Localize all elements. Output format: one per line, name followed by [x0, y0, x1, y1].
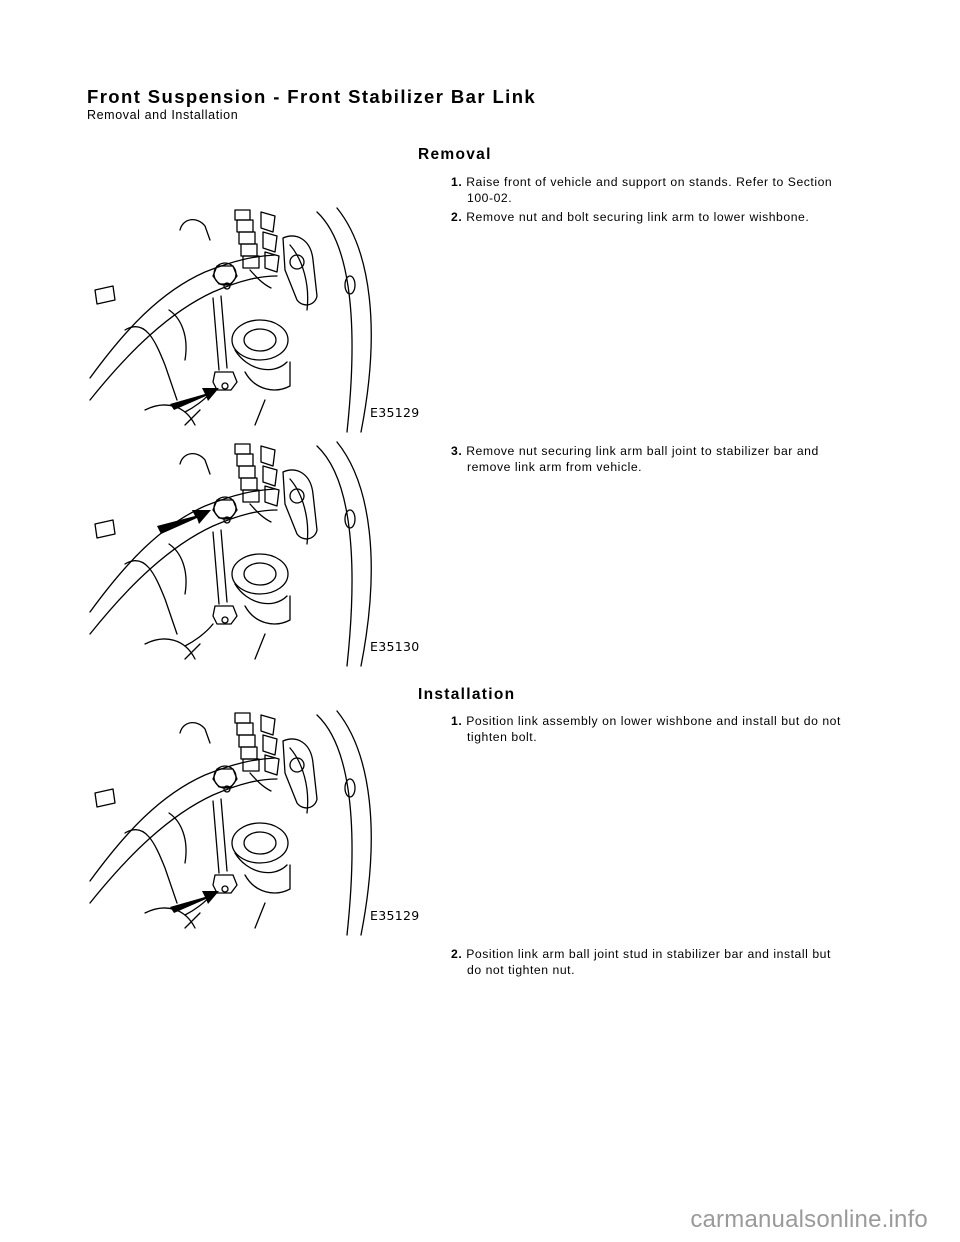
- step-number: 1.: [451, 175, 463, 189]
- suspension-illustration: [85, 200, 425, 435]
- removal-step-3: [451, 443, 891, 475]
- step-text-continued: tighten bolt.: [467, 730, 538, 744]
- removal-step-1: [451, 174, 891, 206]
- step-text-continued: remove link arm from vehicle.: [467, 460, 643, 474]
- section-heading-installation: Installation: [418, 686, 516, 703]
- step-number: 3.: [451, 444, 463, 458]
- step-number: 2.: [451, 947, 463, 961]
- page-subtitle: Removal and Installation: [87, 108, 239, 122]
- figure-e35129-removal: [85, 200, 425, 435]
- step-text-continued: 100-02.: [467, 191, 513, 205]
- removal-step-2: [451, 209, 891, 225]
- step-text: Position link arm ball joint stud in stabilizer bar and install but: [466, 947, 831, 961]
- watermark: carmanualsonline.info: [690, 1206, 928, 1233]
- page-title: Front Suspension - Front Stabilizer Bar Link: [87, 86, 537, 107]
- step-text: Remove nut and bolt securing link arm to lower wishbone.: [466, 210, 810, 224]
- suspension-illustration: [85, 703, 425, 938]
- step-number: 2.: [451, 210, 463, 224]
- figure-label: E35129: [370, 908, 420, 923]
- figure-e35130-removal: [85, 434, 425, 669]
- step-text-continued: do not tighten nut.: [467, 963, 576, 977]
- figure-label: E35130: [370, 639, 420, 654]
- section-heading-removal: Removal: [418, 146, 492, 163]
- figure-label: E35129: [370, 405, 420, 420]
- step-text: Remove nut securing link arm ball joint to stabilizer bar and: [466, 444, 819, 458]
- step-text: Raise front of vehicle and support on stands. Refer to Section: [466, 175, 833, 189]
- installation-step-2: [451, 946, 891, 978]
- step-text: Position link assembly on lower wishbone and install but do not: [466, 714, 841, 728]
- figure-e35129-installation: [85, 703, 425, 938]
- step-number: 1.: [451, 714, 463, 728]
- suspension-illustration: [85, 434, 425, 669]
- installation-step-1: [451, 713, 891, 745]
